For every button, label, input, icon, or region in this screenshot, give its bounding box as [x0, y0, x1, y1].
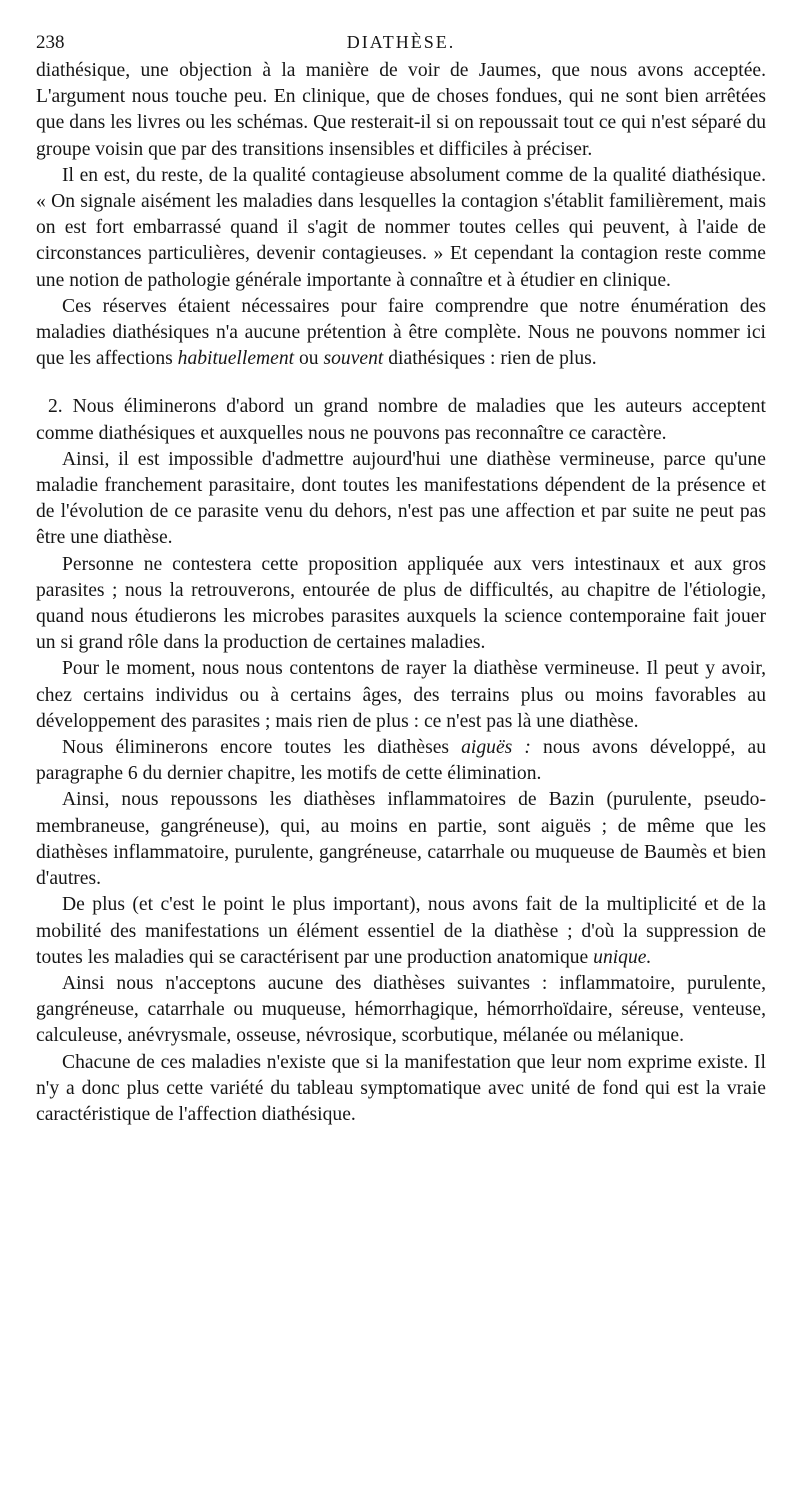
paragraph-contagion: Il en est, du reste, de la qualité contagieuse absolument comme de la qualité diathésique. « On signale aisément les maladies dans lesquelles la contagion s'établit familièrement, mais on est fort embarrassé quand il s'agit de nommer toutes celles qui peuvent, à l'aide de circonstances particulières, devenir contagieuses. » Et cependant la contagion reste comme une notion de pathologie générale importante à connaître et à étudier en clinique. — [36, 164, 766, 291]
paragraph-parasites: Personne ne contestera cette proposition appliquée aux vers intestinaux et aux gros parasites ; nous la retrouverons, entourée de plus de difficultés, au chapitre de l'étiologie, quand nous étudierons les microbes parasites auxquels la science contemporaine fait jouer un si grand rôle dans la production de certaines maladies. — [36, 553, 766, 654]
emphasis-souvent: souvent — [323, 348, 384, 370]
emphasis-unique: unique. — [593, 946, 652, 968]
emphasis-aigues: aiguës : — [461, 737, 531, 759]
paragraph-multiplicite: De plus (et c'est le point le plus important), nous avons fait de la multiplicité et de la mobilité des manifestations un élément essentiel de la diathèse ; d'où la suppression de toutes les maladies qui se caractérisent par une production anatomique unique. — [36, 894, 766, 968]
paragraph-conclusion: Chacune de ces maladies n'existe que si la manifestation que leur nom exprime existe. Il n'y a donc plus cette variété du tableau symptomatique avec unité de fond qui est la vraie caractéristique de l'affection diathésique. — [36, 1051, 766, 1125]
running-head: DIATHÈSE. — [346, 32, 456, 52]
emphasis-habituellement: habituellement — [177, 348, 295, 370]
paragraph-reserves: Ces réserves étaient nécessaires pour faire comprendre que notre énumération des maladies diathésiques n'a aucune prétention à être complète. Nous ne pouvons nommer ici que les affections habituellement ou souvent diathésiques : rien de plus. — [36, 295, 766, 370]
paragraph-bazin: Ainsi, nous repoussons les diathèses inflammatoires de Bazin (purulente, pseudo-membraneuse, gangréneuse), qui, au moins en partie, sont aiguës ; de même que les diathèses inflammatoire, purulente, gangréneuse, catarrhale ou muqueuse de Baumès et bien d'autres. — [36, 789, 766, 890]
paragraph-continuation: diathésique, une objection à la manière de voir de Jaumes, que nous avons acceptée. L'argument nous touche peu. En clinique, que de choses fondues, qui ne sont bien arrêtées que dans les livres ou les schémas. Que resterait-il si on repoussait tout ce qui n'est séparé du groupe voisin que par des transitions insensibles et difficiles à préciser. — [36, 60, 766, 160]
paragraph-aigues: Nous éliminerons encore toutes les diathèses aiguës : nous avons développé, au paragraphe 6 du dernier chapitre, les motifs de cette élimination. — [36, 737, 766, 785]
book-page — [36, 28, 766, 1128]
section-2-paragraph: 2. Nous éliminerons d'abord un grand nombre de maladies que les auteurs acceptent comme diathésiques et auxquelles nous ne pouvons pas reconnaître ce caractère. — [36, 396, 766, 444]
paragraph-liste-diatheses: Ainsi nous n'acceptons aucune des diathèses suivantes : inflammatoire, purulente, gangréneuse, catarrhale ou muqueuse, hémorrhagique, hémorrhoïdaire, séreuse, venteuse, calculeuse, anévrysmale, osseuse, névrosique, scorbutique, mélanée ou mélanique. — [36, 972, 766, 1047]
paragraph-vermineuse: Ainsi, il est impossible d'admettre aujourd'hui une diathèse vermineuse, parce qu'une maladie franchement parasitaire, dont toutes les manifestations dépendent de la présence et de l'évolution de ce parasite venu du dehors, n'est pas une affection et par suite ne peut pas être une diathèse. — [36, 448, 766, 549]
page-bottom-specks — [60, 1446, 560, 1448]
paragraph-moment: Pour le moment, nous nous contentons de rayer la diathèse vermineuse. Il peut y avoir, chez certains individus ou à certains âges, des terrains plus ou moins favorables au développement des parasites ; mais rien de plus : ce n'est pas là une diathèse. — [36, 658, 766, 732]
page-header — [36, 28, 766, 58]
page-number: 238 — [36, 32, 65, 53]
